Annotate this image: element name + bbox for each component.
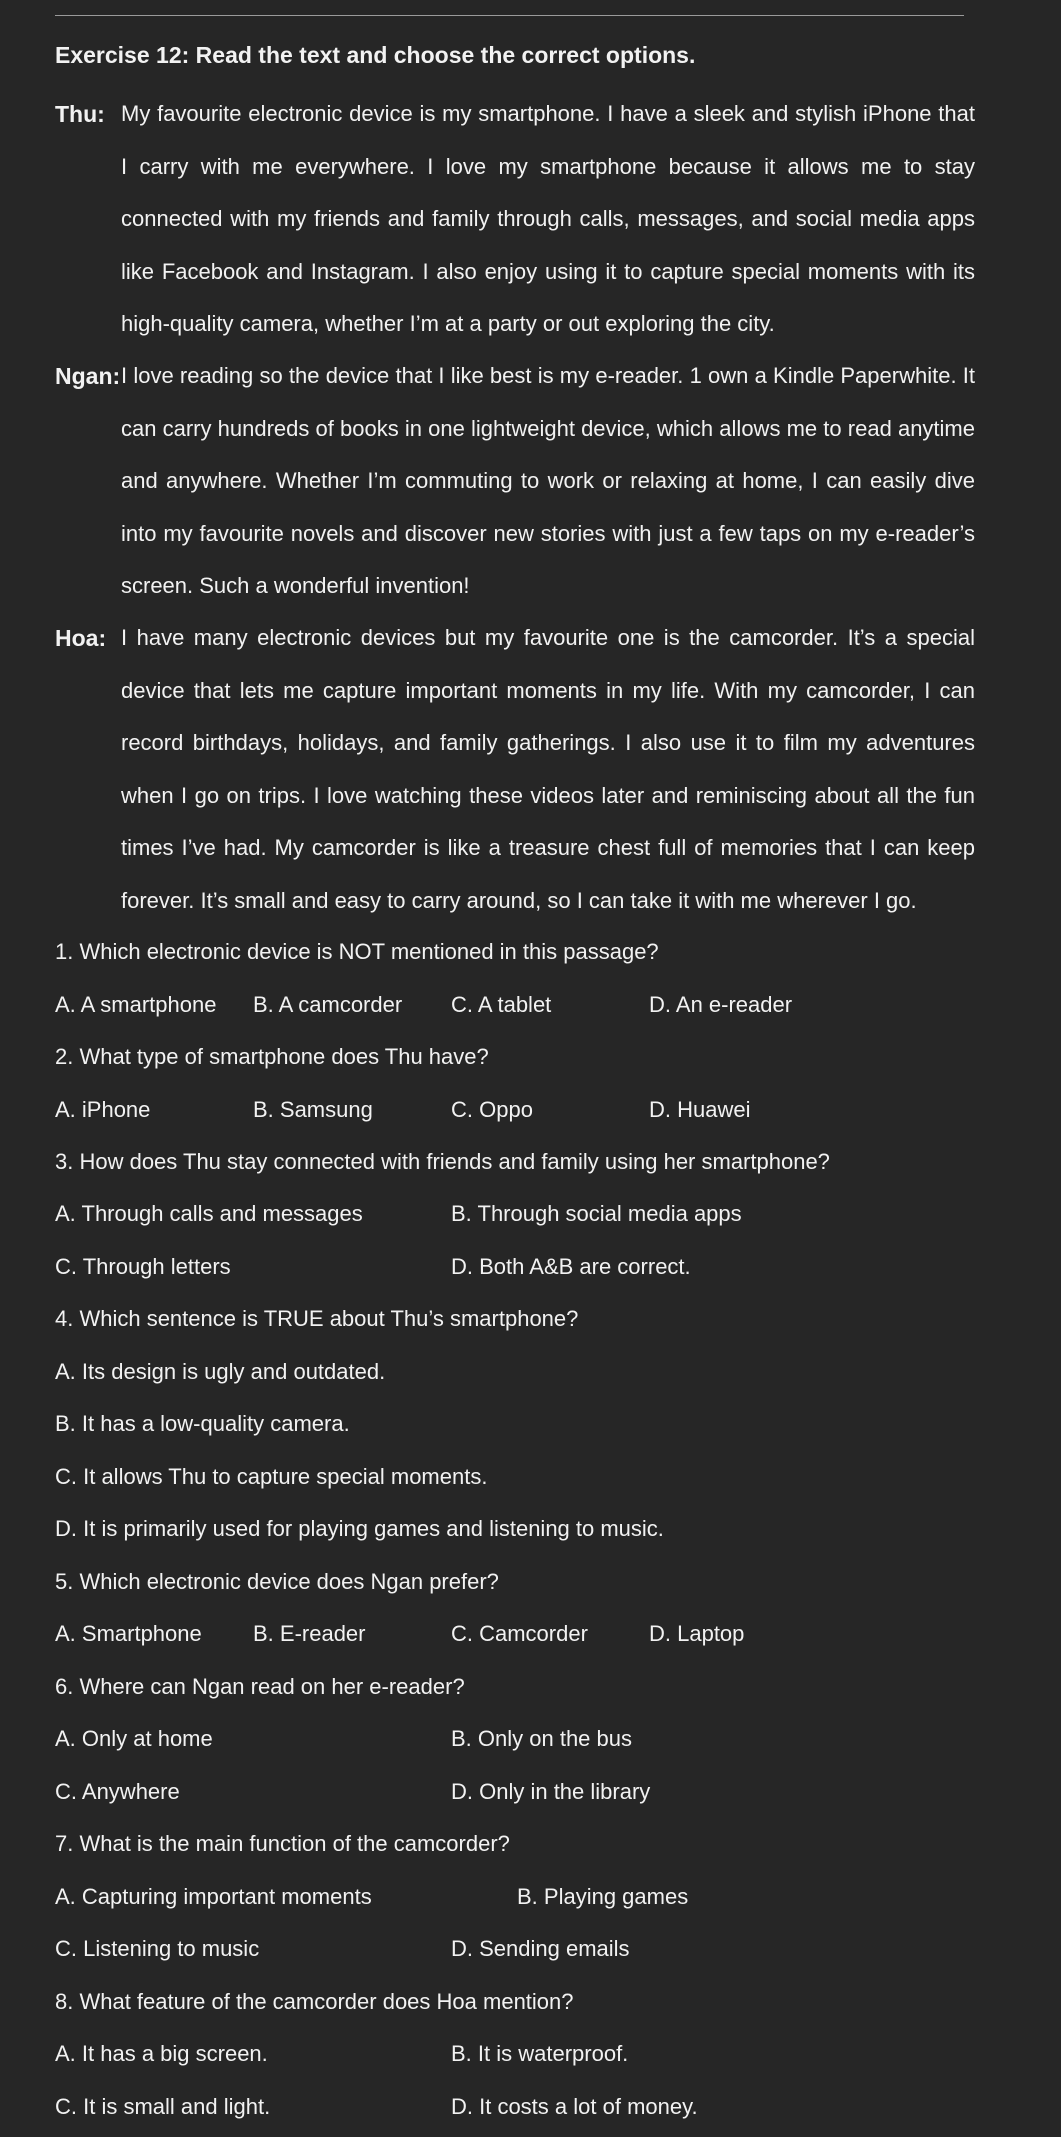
option-5d[interactable]: D. Laptop <box>649 1621 745 1646</box>
question-5: 5. Which electronic device does Ngan prefer? <box>55 1569 499 1594</box>
option-4a[interactable]: A. Its design is ugly and outdated. <box>55 1359 386 1384</box>
passage-thu <box>55 88 975 351</box>
option-2b[interactable]: B. Samsung <box>253 1097 373 1122</box>
option-7d[interactable]: D. Sending emails <box>451 1936 630 1961</box>
question-1: 1. Which electronic device is NOT mentioned in this passage? <box>55 939 659 964</box>
option-3d[interactable]: D. Both A&B are correct. <box>451 1254 691 1279</box>
question-8: 8. What feature of the camcorder does Hoa mention? <box>55 1989 574 2014</box>
speaker-name: Thu: <box>55 101 105 127</box>
option-8d[interactable]: D. It costs a lot of money. <box>451 2094 698 2119</box>
option-5a[interactable]: A. Smartphone <box>55 1621 202 1646</box>
speaker-name: Hoa: <box>55 625 107 651</box>
option-1b[interactable]: B. A camcorder <box>253 992 403 1017</box>
speaker-text: My favourite electronic device is my smartphone. I have a sleek and stylish iPhone that I carry with me everywhere. I love my smartphone because it allows me to stay connected with my friends and family through calls, messages, and social media apps like Facebook and Instagram. I also enjoy using it to capture special moments with its high-quality camera, whether I’m at a party or out exploring the city. <box>121 101 975 336</box>
option-7c[interactable]: C. Listening to music <box>55 1936 260 1961</box>
question-7: 7. What is the main function of the camcorder? <box>55 1831 510 1856</box>
option-4c[interactable]: C. It allows Thu to capture special moments. <box>55 1464 488 1489</box>
option-6b[interactable]: B. Only on the bus <box>451 1726 632 1751</box>
question-6: 6. Where can Ngan read on her e-reader? <box>55 1674 465 1699</box>
option-5b[interactable]: B. E-reader <box>253 1621 366 1646</box>
option-6d[interactable]: D. Only in the library <box>451 1779 651 1804</box>
option-8b[interactable]: B. It is waterproof. <box>451 2041 629 2066</box>
top-divider <box>55 15 964 16</box>
option-6a[interactable]: A. Only at home <box>55 1726 213 1751</box>
passage-ngan <box>55 350 975 613</box>
option-1a[interactable]: A. A smartphone <box>55 992 217 1017</box>
option-4d[interactable]: D. It is primarily used for playing games and listening to music. <box>55 1516 664 1541</box>
option-6c[interactable]: C. Anywhere <box>55 1779 180 1804</box>
option-3a[interactable]: A. Through calls and messages <box>55 1201 363 1226</box>
option-1d[interactable]: D. An e-reader <box>649 992 793 1017</box>
option-5c[interactable]: C. Camcorder <box>451 1621 588 1646</box>
speaker-text: I have many electronic devices but my favourite one is the camcorder. It’s a special device that lets me capture important moments in my life. With my camcorder, I can record birthdays, holidays, and family gatherings. I also use it to film my adventures when I go on trips. I love watching these videos later and reminiscing about all the fun times I’ve had. My camcorder is like a treasure chest full of memories that I can keep forever. It’s small and easy to carry around, so I can take it with me wherever I go. <box>121 625 975 913</box>
question-3: 3. How does Thu stay connected with friends and family using her smartphone? <box>55 1149 830 1174</box>
speaker-name: Ngan: <box>55 363 121 389</box>
option-2d[interactable]: D. Huawei <box>649 1097 751 1122</box>
option-7b[interactable]: B. Playing games <box>517 1884 689 1909</box>
option-8c[interactable]: C. It is small and light. <box>55 2094 271 2119</box>
question-2: 2. What type of smartphone does Thu have? <box>55 1044 489 1069</box>
speaker-text: I love reading so the device that I like best is my e-reader. 1 own a Kindle Paperwhite. It can carry hundreds of books in one lightweight device, which allows me to read anytime and anywhere. Whether I’m commuting to work or relaxing at home, I can easily dive into my favourite novels and discover new stories with just a few taps on my e-reader’s screen. Such a wonderful invention! <box>121 363 975 598</box>
passage-hoa <box>55 612 975 927</box>
option-3c[interactable]: C. Through letters <box>55 1254 231 1279</box>
option-2a[interactable]: A. iPhone <box>55 1097 151 1122</box>
option-7a[interactable]: A. Capturing important moments <box>55 1884 372 1909</box>
option-1c[interactable]: C. A tablet <box>451 992 552 1017</box>
option-8a[interactable]: A. It has a big screen. <box>55 2041 268 2066</box>
question-4: 4. Which sentence is TRUE about Thu’s smartphone? <box>55 1306 579 1331</box>
option-3b[interactable]: B. Through social media apps <box>451 1201 742 1226</box>
exercise-title: Exercise 12: Read the text and choose the correct options. <box>55 42 696 68</box>
option-4b[interactable]: B. It has a low-quality camera. <box>55 1411 350 1436</box>
option-2c[interactable]: C. Oppo <box>451 1097 533 1122</box>
